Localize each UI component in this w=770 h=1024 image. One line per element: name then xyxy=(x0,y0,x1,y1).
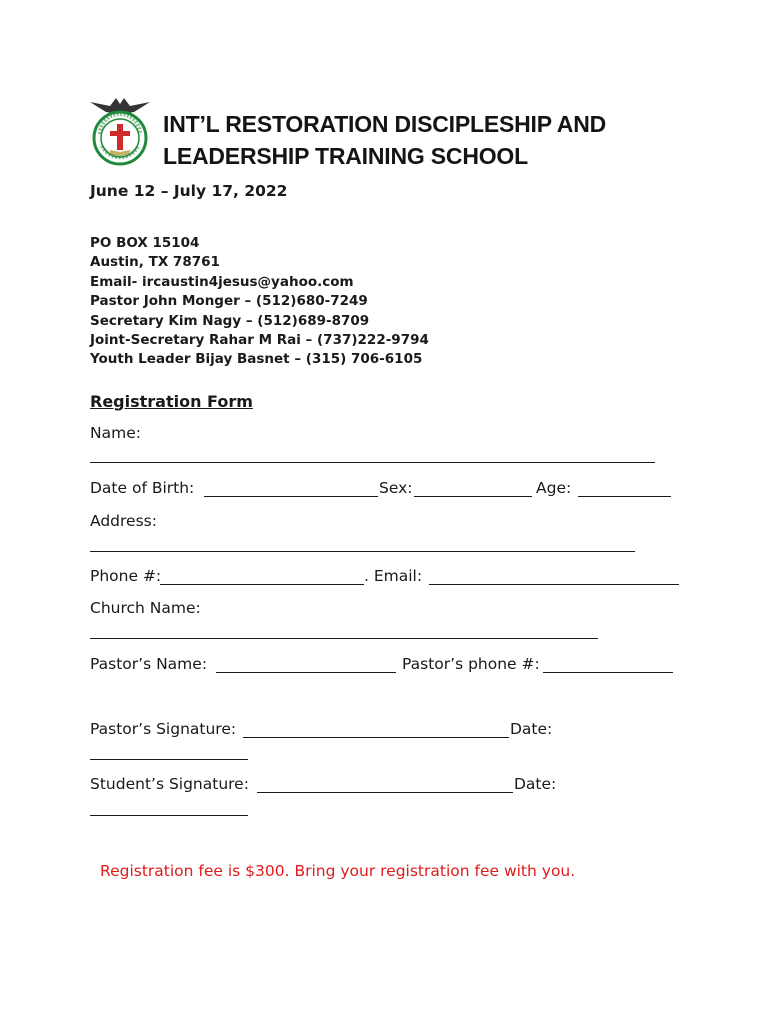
program-dates: June 12 – July 17, 2022 xyxy=(90,182,288,200)
school-logo xyxy=(88,94,152,166)
pastor-signature-field[interactable] xyxy=(243,737,509,738)
contact-line: Joint-Secretary Rahar M Rai – (737)222-9794 xyxy=(90,332,429,349)
student-signature-label: Student’s Signature: xyxy=(90,775,249,793)
church-label: Church Name: xyxy=(90,599,201,617)
phone-field[interactable] xyxy=(160,584,364,585)
page-title xyxy=(163,108,683,172)
dob-field[interactable] xyxy=(204,496,378,497)
student-signature-field[interactable] xyxy=(257,792,513,793)
address-label: Address: xyxy=(90,512,157,530)
pastor-date-field[interactable] xyxy=(90,759,248,760)
title-line-2: LEADERSHIP TRAINING SCHOOL xyxy=(163,143,528,169)
name-label: Name: xyxy=(90,424,141,442)
contact-block xyxy=(90,234,429,370)
age-label: Age: xyxy=(536,479,572,497)
contact-line: Austin, TX 78761 xyxy=(90,254,220,271)
pastor-name-field[interactable] xyxy=(216,672,396,673)
cross-icon xyxy=(117,124,123,150)
title-line-1: INT’L RESTORATION DISCIPLESHIP AND xyxy=(163,111,607,137)
fee-notice: Registration fee is $300. Bring your registration fee with you. xyxy=(100,862,576,880)
student-date-field[interactable] xyxy=(90,815,248,816)
pastor-date-label: Date: xyxy=(510,720,553,738)
student-date-label: Date: xyxy=(514,775,557,793)
phone-label: Phone #: xyxy=(90,567,162,585)
email-field[interactable] xyxy=(429,584,679,585)
dob-label: Date of Birth: xyxy=(90,479,195,497)
contact-line: Pastor John Monger – (512)680-7249 xyxy=(90,293,368,310)
contact-line: Secretary Kim Nagy – (512)689-8709 xyxy=(90,312,370,329)
pastor-signature-label: Pastor’s Signature: xyxy=(90,720,237,738)
pastor-phone-field[interactable] xyxy=(543,672,673,673)
pastor-phone-label: Pastor’s phone #: xyxy=(402,655,540,673)
address-field[interactable] xyxy=(90,551,635,552)
contact-line: Email- ircaustin4jesus@yahoo.com xyxy=(90,273,354,290)
church-field[interactable] xyxy=(90,638,598,639)
form-heading: Registration Form xyxy=(90,392,253,411)
name-field[interactable] xyxy=(90,462,655,463)
sex-label: Sex: xyxy=(379,479,413,497)
age-field[interactable] xyxy=(578,496,671,497)
email-label: . Email: xyxy=(364,567,423,585)
contact-line: PO BOX 15104 xyxy=(90,235,200,251)
contact-line: Youth Leader Bijay Basnet – (315) 706-6105 xyxy=(90,351,423,368)
sex-field[interactable] xyxy=(414,496,532,497)
pastor-name-label: Pastor’s Name: xyxy=(90,655,208,673)
